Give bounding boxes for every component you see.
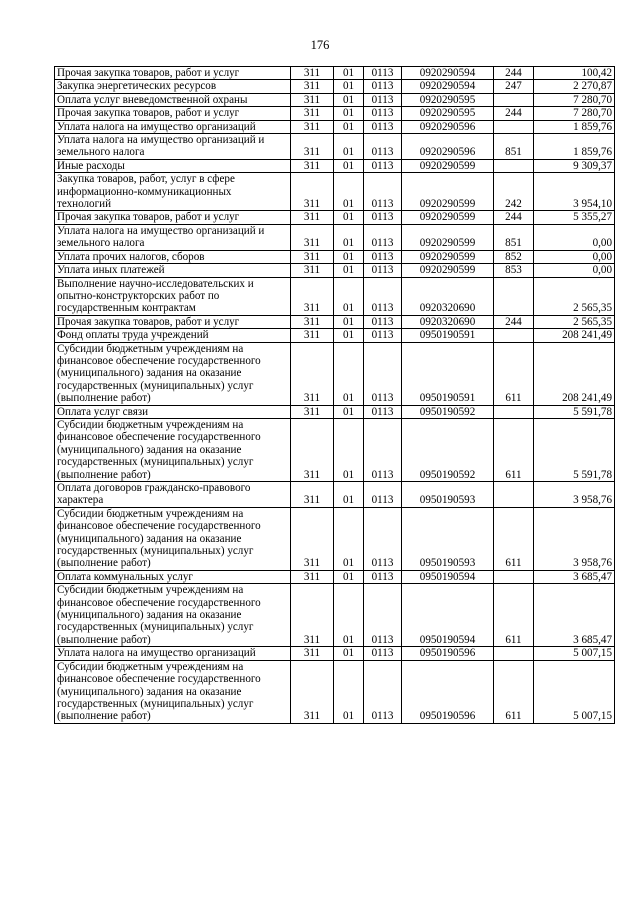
target-article-cell: 0950190596	[402, 647, 494, 660]
section-code-cell: 01	[334, 93, 364, 106]
target-article-cell: 0950190591	[402, 342, 494, 405]
ved-code-cell: 311	[291, 224, 334, 250]
subsection-code-cell: 0113	[364, 584, 402, 647]
subsection-code-cell: 0113	[364, 660, 402, 723]
section-code-cell: 01	[334, 120, 364, 133]
row-name-cell: Закупка товаров, работ, услуг в сфере информационно-коммуникационных технологий	[55, 173, 291, 211]
expense-type-cell: 244	[494, 107, 534, 120]
table-row	[55, 250, 615, 263]
ved-code-cell: 311	[291, 418, 334, 481]
section-code-cell: 01	[334, 80, 364, 93]
ved-code-cell: 311	[291, 647, 334, 660]
row-name-cell: Субсидии бюджетным учреждениям на финансовое обеспечение государственного (муниципального) задания на оказание государственных (муниципальных) услуг (выполнение работ)	[55, 418, 291, 481]
expense-type-cell: 244	[494, 211, 534, 224]
table-row	[55, 342, 615, 405]
expense-type-cell: 611	[494, 660, 534, 723]
amount-cell: 5 591,78	[534, 418, 615, 481]
ved-code-cell: 311	[291, 342, 334, 405]
section-code-cell: 01	[334, 660, 364, 723]
table-row	[55, 507, 615, 570]
budget-table-body	[55, 67, 615, 724]
target-article-cell: 0920290599	[402, 173, 494, 211]
row-name-cell: Уплата налога на имущество организаций и земельного налога	[55, 224, 291, 250]
ved-code-cell: 311	[291, 173, 334, 211]
row-name-cell: Прочая закупка товаров, работ и услуг	[55, 211, 291, 224]
subsection-code-cell: 0113	[364, 418, 402, 481]
subsection-code-cell: 0113	[364, 120, 402, 133]
row-name-cell: Субсидии бюджетным учреждениям на финансовое обеспечение государственного (муниципального) задания на оказание государственных (муниципальных) услуг (выполнение работ)	[55, 342, 291, 405]
section-code-cell: 01	[334, 159, 364, 172]
table-row	[55, 418, 615, 481]
target-article-cell: 0950190592	[402, 405, 494, 418]
ved-code-cell: 311	[291, 315, 334, 328]
amount-cell: 3 685,47	[534, 584, 615, 647]
subsection-code-cell: 0113	[364, 211, 402, 224]
section-code-cell: 01	[334, 418, 364, 481]
row-name-cell: Субсидии бюджетным учреждениям на финансовое обеспечение государственного (муниципального) задания на оказание государственных (муниципальных) услуг (выполнение работ)	[55, 660, 291, 723]
table-row	[55, 93, 615, 106]
target-article-cell: 0920320690	[402, 277, 494, 315]
table-row	[55, 329, 615, 342]
expense-type-cell	[494, 93, 534, 106]
target-article-cell: 0920290594	[402, 80, 494, 93]
subsection-code-cell: 0113	[364, 173, 402, 211]
expense-type-cell	[494, 120, 534, 133]
subsection-code-cell: 0113	[364, 329, 402, 342]
target-article-cell: 0950190591	[402, 329, 494, 342]
subsection-code-cell: 0113	[364, 107, 402, 120]
amount-cell: 3 954,10	[534, 173, 615, 211]
section-code-cell: 01	[334, 67, 364, 80]
section-code-cell: 01	[334, 173, 364, 211]
row-name-cell: Оплата договоров гражданско-правового характера	[55, 482, 291, 508]
amount-cell: 5 007,15	[534, 660, 615, 723]
subsection-code-cell: 0113	[364, 93, 402, 106]
subsection-code-cell: 0113	[364, 134, 402, 160]
ved-code-cell: 311	[291, 584, 334, 647]
row-name-cell: Оплата услуг вневедомственной охраны	[55, 93, 291, 106]
section-code-cell: 01	[334, 647, 364, 660]
table-row	[55, 173, 615, 211]
table-row	[55, 159, 615, 172]
subsection-code-cell: 0113	[364, 250, 402, 263]
table-row	[55, 405, 615, 418]
table-row	[55, 120, 615, 133]
ved-code-cell: 311	[291, 67, 334, 80]
expense-type-cell: 611	[494, 342, 534, 405]
row-name-cell: Фонд оплаты труда учреждений	[55, 329, 291, 342]
section-code-cell: 01	[334, 342, 364, 405]
amount-cell: 3 958,76	[534, 507, 615, 570]
row-name-cell: Прочая закупка товаров, работ и услуг	[55, 315, 291, 328]
row-name-cell: Уплата налога на имущество организаций	[55, 647, 291, 660]
ved-code-cell: 311	[291, 93, 334, 106]
section-code-cell: 01	[334, 405, 364, 418]
ved-code-cell: 311	[291, 211, 334, 224]
expense-type-cell: 611	[494, 584, 534, 647]
target-article-cell: 0950190594	[402, 584, 494, 647]
section-code-cell: 01	[334, 211, 364, 224]
subsection-code-cell: 0113	[364, 482, 402, 508]
table-row	[55, 211, 615, 224]
table-row	[55, 277, 615, 315]
row-name-cell: Субсидии бюджетным учреждениям на финансовое обеспечение государственного (муниципального) задания на оказание государственных (муниципальных) услуг (выполнение работ)	[55, 584, 291, 647]
target-article-cell: 0920290599	[402, 264, 494, 277]
amount-cell: 5 355,27	[534, 211, 615, 224]
amount-cell: 2 270,87	[534, 80, 615, 93]
row-name-cell: Прочая закупка товаров, работ и услуг	[55, 67, 291, 80]
table-row	[55, 224, 615, 250]
row-name-cell: Иные расходы	[55, 159, 291, 172]
subsection-code-cell: 0113	[364, 507, 402, 570]
row-name-cell: Оплата коммунальных услуг	[55, 570, 291, 583]
expense-type-cell: 851	[494, 134, 534, 160]
page-number: 176	[310, 38, 330, 52]
subsection-code-cell: 0113	[364, 159, 402, 172]
ved-code-cell: 311	[291, 264, 334, 277]
expense-type-cell: 851	[494, 224, 534, 250]
table-row	[55, 134, 615, 160]
table-row	[55, 67, 615, 80]
amount-cell: 1 859,76	[534, 134, 615, 160]
expense-type-cell: 611	[494, 507, 534, 570]
subsection-code-cell: 0113	[364, 647, 402, 660]
row-name-cell: Выполнение научно-исследовательских и опытно-конструкторских работ по государственным контрактам	[55, 277, 291, 315]
target-article-cell: 0950190592	[402, 418, 494, 481]
ved-code-cell: 311	[291, 134, 334, 160]
target-article-cell: 0920290596	[402, 134, 494, 160]
row-name-cell: Уплата налога на имущество организаций и земельного налога	[55, 134, 291, 160]
subsection-code-cell: 0113	[364, 315, 402, 328]
expense-type-cell	[494, 159, 534, 172]
amount-cell: 2 565,35	[534, 277, 615, 315]
amount-cell: 1 859,76	[534, 120, 615, 133]
section-code-cell: 01	[334, 507, 364, 570]
table-row	[55, 660, 615, 723]
amount-cell: 3 958,76	[534, 482, 615, 508]
expense-type-cell	[494, 647, 534, 660]
expense-type-cell: 247	[494, 80, 534, 93]
expense-type-cell: 244	[494, 315, 534, 328]
target-article-cell: 0920290599	[402, 159, 494, 172]
amount-cell: 208 241,49	[534, 329, 615, 342]
amount-cell: 9 309,37	[534, 159, 615, 172]
amount-cell: 5 007,15	[534, 647, 615, 660]
ved-code-cell: 311	[291, 570, 334, 583]
row-name-cell: Уплата прочих налогов, сборов	[55, 250, 291, 263]
amount-cell: 100,42	[534, 67, 615, 80]
expense-type-cell	[494, 482, 534, 508]
amount-cell: 208 241,49	[534, 342, 615, 405]
section-code-cell: 01	[334, 277, 364, 315]
amount-cell: 0,00	[534, 250, 615, 263]
table-row	[55, 80, 615, 93]
row-name-cell: Оплата услуг связи	[55, 405, 291, 418]
section-code-cell: 01	[334, 329, 364, 342]
ved-code-cell: 311	[291, 405, 334, 418]
target-article-cell: 0920290595	[402, 107, 494, 120]
ved-code-cell: 311	[291, 107, 334, 120]
subsection-code-cell: 0113	[364, 342, 402, 405]
table-row	[55, 647, 615, 660]
amount-cell: 2 565,35	[534, 315, 615, 328]
expense-type-cell	[494, 329, 534, 342]
row-name-cell: Уплата налога на имущество организаций	[55, 120, 291, 133]
section-code-cell: 01	[334, 250, 364, 263]
section-code-cell: 01	[334, 315, 364, 328]
ved-code-cell: 311	[291, 277, 334, 315]
amount-cell: 0,00	[534, 264, 615, 277]
ved-code-cell: 311	[291, 250, 334, 263]
subsection-code-cell: 0113	[364, 277, 402, 315]
target-article-cell: 0920290599	[402, 250, 494, 263]
section-code-cell: 01	[334, 264, 364, 277]
row-name-cell: Закупка энергетических ресурсов	[55, 80, 291, 93]
section-code-cell: 01	[334, 570, 364, 583]
expense-type-cell: 853	[494, 264, 534, 277]
target-article-cell: 0920290594	[402, 67, 494, 80]
subsection-code-cell: 0113	[364, 405, 402, 418]
target-article-cell: 0950190594	[402, 570, 494, 583]
subsection-code-cell: 0113	[364, 80, 402, 93]
subsection-code-cell: 0113	[364, 264, 402, 277]
row-name-cell: Прочая закупка товаров, работ и услуг	[55, 107, 291, 120]
target-article-cell: 0950190593	[402, 507, 494, 570]
table-row	[55, 570, 615, 583]
expense-type-cell: 611	[494, 418, 534, 481]
expense-type-cell: 244	[494, 67, 534, 80]
section-code-cell: 01	[334, 584, 364, 647]
budget-table	[54, 66, 615, 724]
target-article-cell: 0920320690	[402, 315, 494, 328]
ved-code-cell: 311	[291, 660, 334, 723]
table-row	[55, 264, 615, 277]
table-row	[55, 482, 615, 508]
amount-cell: 7 280,70	[534, 107, 615, 120]
expense-type-cell	[494, 405, 534, 418]
subsection-code-cell: 0113	[364, 67, 402, 80]
amount-cell: 5 591,78	[534, 405, 615, 418]
row-name-cell: Субсидии бюджетным учреждениям на финансовое обеспечение государственного (муниципального) задания на оказание государственных (муниципальных) услуг (выполнение работ)	[55, 507, 291, 570]
target-article-cell: 0950190596	[402, 660, 494, 723]
ved-code-cell: 311	[291, 482, 334, 508]
target-article-cell: 0920290599	[402, 211, 494, 224]
target-article-cell: 0920290596	[402, 120, 494, 133]
ved-code-cell: 311	[291, 329, 334, 342]
section-code-cell: 01	[334, 482, 364, 508]
subsection-code-cell: 0113	[364, 224, 402, 250]
expense-type-cell	[494, 570, 534, 583]
target-article-cell: 0920290599	[402, 224, 494, 250]
ved-code-cell: 311	[291, 120, 334, 133]
target-article-cell: 0950190593	[402, 482, 494, 508]
row-name-cell: Уплата иных платежей	[55, 264, 291, 277]
amount-cell: 0,00	[534, 224, 615, 250]
table-row	[55, 584, 615, 647]
ved-code-cell: 311	[291, 159, 334, 172]
expense-type-cell	[494, 277, 534, 315]
table-row	[55, 315, 615, 328]
section-code-cell: 01	[334, 224, 364, 250]
amount-cell: 7 280,70	[534, 93, 615, 106]
ved-code-cell: 311	[291, 80, 334, 93]
section-code-cell: 01	[334, 134, 364, 160]
target-article-cell: 0920290595	[402, 93, 494, 106]
amount-cell: 3 685,47	[534, 570, 615, 583]
expense-type-cell: 242	[494, 173, 534, 211]
subsection-code-cell: 0113	[364, 570, 402, 583]
ved-code-cell: 311	[291, 507, 334, 570]
table-row	[55, 107, 615, 120]
section-code-cell: 01	[334, 107, 364, 120]
expense-type-cell: 852	[494, 250, 534, 263]
